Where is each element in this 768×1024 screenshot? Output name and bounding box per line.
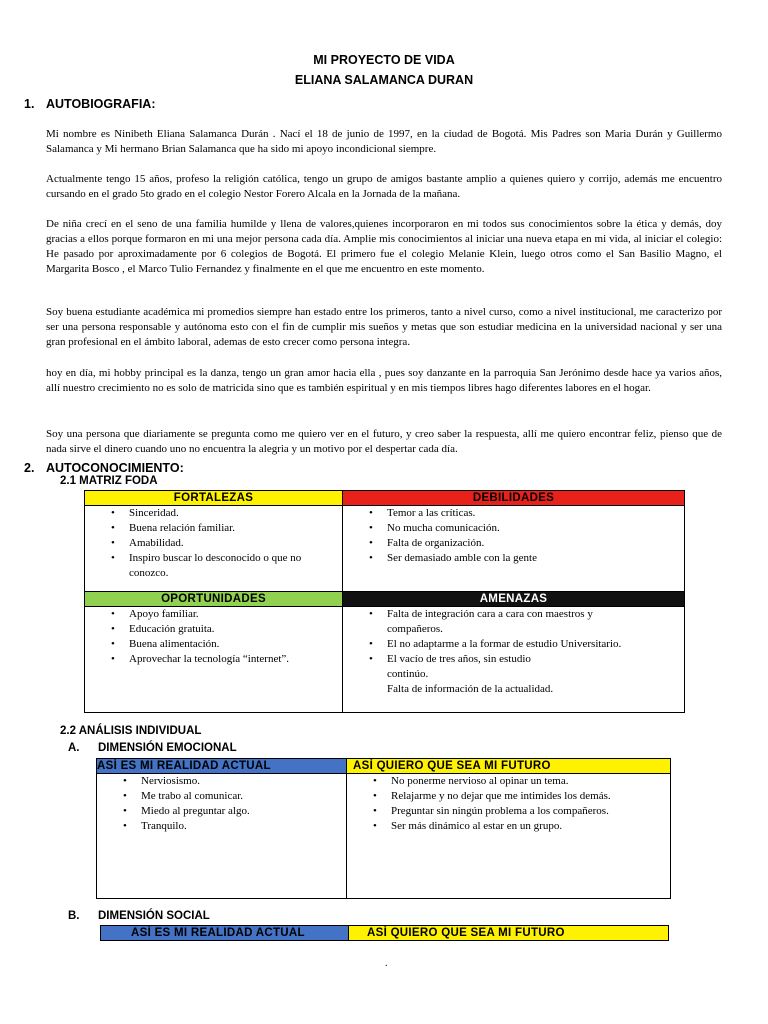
- amenazas-header: AMENAZAS: [343, 592, 685, 607]
- list-item: • Relajarme y no dejar que me intimides los demás.: [347, 789, 670, 804]
- dimension-title: DIMENSIÓN SOCIAL: [98, 910, 210, 922]
- list-item: • Buena relación familiar.: [85, 521, 342, 536]
- list-item: • Ser demasiado amble con la gente: [343, 551, 684, 566]
- paragraph-5: hoy en día, mi hobby principal es la danza, tengo un gran amor hacia ella , pues soy danzante en la parroquia San Jerónimo desde hace ya varios años, allí nuestro crecimiento no es solo de matricida sino que es también espiritual y en mis tiempos libres hago diferentes labores en el hogar.: [46, 367, 722, 394]
- list-item-no-bullet: Falta de información de la actualidad.: [387, 683, 554, 695]
- list-item: • Inspiro buscar lo desconocido o que no conozco.: [85, 551, 342, 581]
- list-item: • Miedo al preguntar algo.: [97, 804, 346, 819]
- list-item: • Falta de organización.: [343, 536, 684, 551]
- realidad-actual-header: ASÍ ES MI REALIDAD ACTUAL: [101, 926, 349, 941]
- paragraph-2: Actualmente tengo 15 años, profeso la religión católica, tengo un grupo de amigos bastante amplio a quienes quiero y corrijo, además me encuentro cursando en el grado 5to grado en el colegio Nestor Forero Alcala en la Jornada de la mañana.: [46, 173, 722, 200]
- paragraph-1: Mi nombre es Ninibeth Eliana Salamanca Durán . Nací el 18 de junio de 1997, en la ciudad de Bogotá. Mis Padres son Maria Durán y Guillermo Salamanca y Mi hermano Brian Salamanca que ha sido mi apoyo incondicional siempre.: [46, 128, 722, 155]
- dimension-emocional-table: [96, 758, 671, 899]
- foda-matrix: [84, 490, 685, 713]
- list-item: • No mucha comunicación.: [343, 521, 684, 536]
- realidad-actual-list: [97, 774, 346, 834]
- fortalezas-header: FORTALEZAS: [85, 491, 343, 506]
- oportunidades-list: [85, 607, 342, 667]
- amenazas-cell: [343, 607, 685, 713]
- list-item: • Nerviosismo.: [97, 774, 346, 789]
- footer-mark: .: [385, 958, 388, 969]
- quiero-futuro-list: [347, 774, 670, 834]
- document-title: MI PROYECTO DE VIDA: [313, 53, 455, 67]
- paragraph-3: De niña crecí en el seno de una familia humilde y llena de valores,quienes incorporaron en mi todos sus conocimientos sobre la ética y demás, doy gracias a ellos porque formaron en mi una mejor persona cada día. Amplie mis conocimientos al iniciar una nueva etapa en mi vida, al iniciar el colegio: He pasado por aproximadamente por 6 colegios de Bogotá. El primero fue el colegio Melanie Klein, luego otros como el San Basilio Magno, el Margarita Bosco , el Marco Tulio Fernandez y finalmente en el que me encuentro en este momento.: [46, 218, 722, 275]
- list-item: • Preguntar sin ningún problema a los compañeros.: [347, 804, 670, 819]
- list-item: • Educación gratuita.: [85, 622, 342, 637]
- list-item: • No ponerme nervioso al opinar un tema.: [347, 774, 670, 789]
- quiero-futuro-header: ASÍ QUIERO QUE SEA MI FUTURO: [349, 926, 669, 941]
- debilidades-list: [343, 506, 684, 566]
- section-number: 1.: [24, 97, 35, 111]
- section-autobiografia-heading: [24, 97, 156, 111]
- section-title: AUTOCONOCIMIENTO:: [46, 461, 184, 475]
- list-item: • Temor a las críticas.: [343, 506, 684, 521]
- list-item: • El vacío de tres años, sin estudio continúo.: [343, 652, 684, 682]
- fortalezas-list: [85, 506, 342, 581]
- dimension-social-table: [100, 925, 669, 941]
- author-name: ELIANA SALAMANCA DURAN: [294, 73, 474, 87]
- list-item: • Apoyo familiar.: [85, 607, 342, 622]
- list-item: • Me trabo al comunicar.: [97, 789, 346, 804]
- dimension-social-heading: [68, 910, 210, 922]
- amenazas-list: [343, 607, 684, 697]
- realidad-actual-header: ASÍ ES MI REALIDAD ACTUAL: [97, 759, 347, 774]
- realidad-actual-cell: [97, 774, 347, 899]
- list-item: • Tranquilo.: [97, 819, 346, 834]
- list-item: • Sinceridad.: [85, 506, 342, 521]
- subsection-analisis-individual-heading: 2.2 ANÁLISIS INDIVIDUAL: [60, 725, 202, 737]
- quiero-futuro-cell: [347, 774, 671, 899]
- list-item: • Falta de integración cara a cara con maestros y compañeros.: [343, 607, 684, 637]
- list-item: • Ser más dinámico al estar en un grupo.: [347, 819, 670, 834]
- dimension-title: DIMENSIÓN EMOCIONAL: [98, 742, 237, 754]
- oportunidades-header: OPORTUNIDADES: [85, 592, 343, 607]
- dimension-emocional-heading: [68, 742, 237, 754]
- list-item: • Buena alimentación.: [85, 637, 342, 652]
- subsection-matriz-foda-heading: 2.1 MATRIZ FODA: [60, 475, 158, 487]
- quiero-futuro-header: ASÍ QUIERO QUE SEA MI FUTURO: [347, 759, 671, 774]
- fortalezas-cell: [85, 506, 343, 592]
- debilidades-header: DEBILIDADES: [343, 491, 685, 506]
- list-item: • Aprovechar la tecnología “internet”.: [85, 652, 342, 667]
- paragraph-4: Soy buena estudiante académica mi promedios siempre han estado entre los primeros, tanto a nivel curso, como a nivel institucional, me caracterizo por ser una persona responsable y autónoma esto con el fin de cumplir mis sueños y metas que son estudiar medicina en la universidad nacional y ser una gran profesional en el ámbito laboral, ademas de esto crecer como persona integra.: [46, 306, 722, 348]
- section-autoconocimiento-heading: [24, 461, 184, 475]
- list-item: • Amabilidad.: [85, 536, 342, 551]
- debilidades-cell: [343, 506, 685, 592]
- dimension-letter: B.: [68, 910, 80, 922]
- section-title: AUTOBIOGRAFIA:: [46, 97, 156, 111]
- list-item: • El no adaptarme a la formar de estudio Universitario.: [343, 637, 684, 652]
- section-number: 2.: [24, 461, 35, 475]
- oportunidades-cell: [85, 607, 343, 713]
- paragraph-6: Soy una persona que diariamente se pregunta como me quiero ver en el futuro, y creo saber la respuesta, allí me quiero encontrar feliz, pienso que de nada sirve el dinero cuando uno no encuentra la alegria y un motivo por el despertar cada día.: [46, 428, 722, 455]
- dimension-letter: A.: [68, 742, 80, 754]
